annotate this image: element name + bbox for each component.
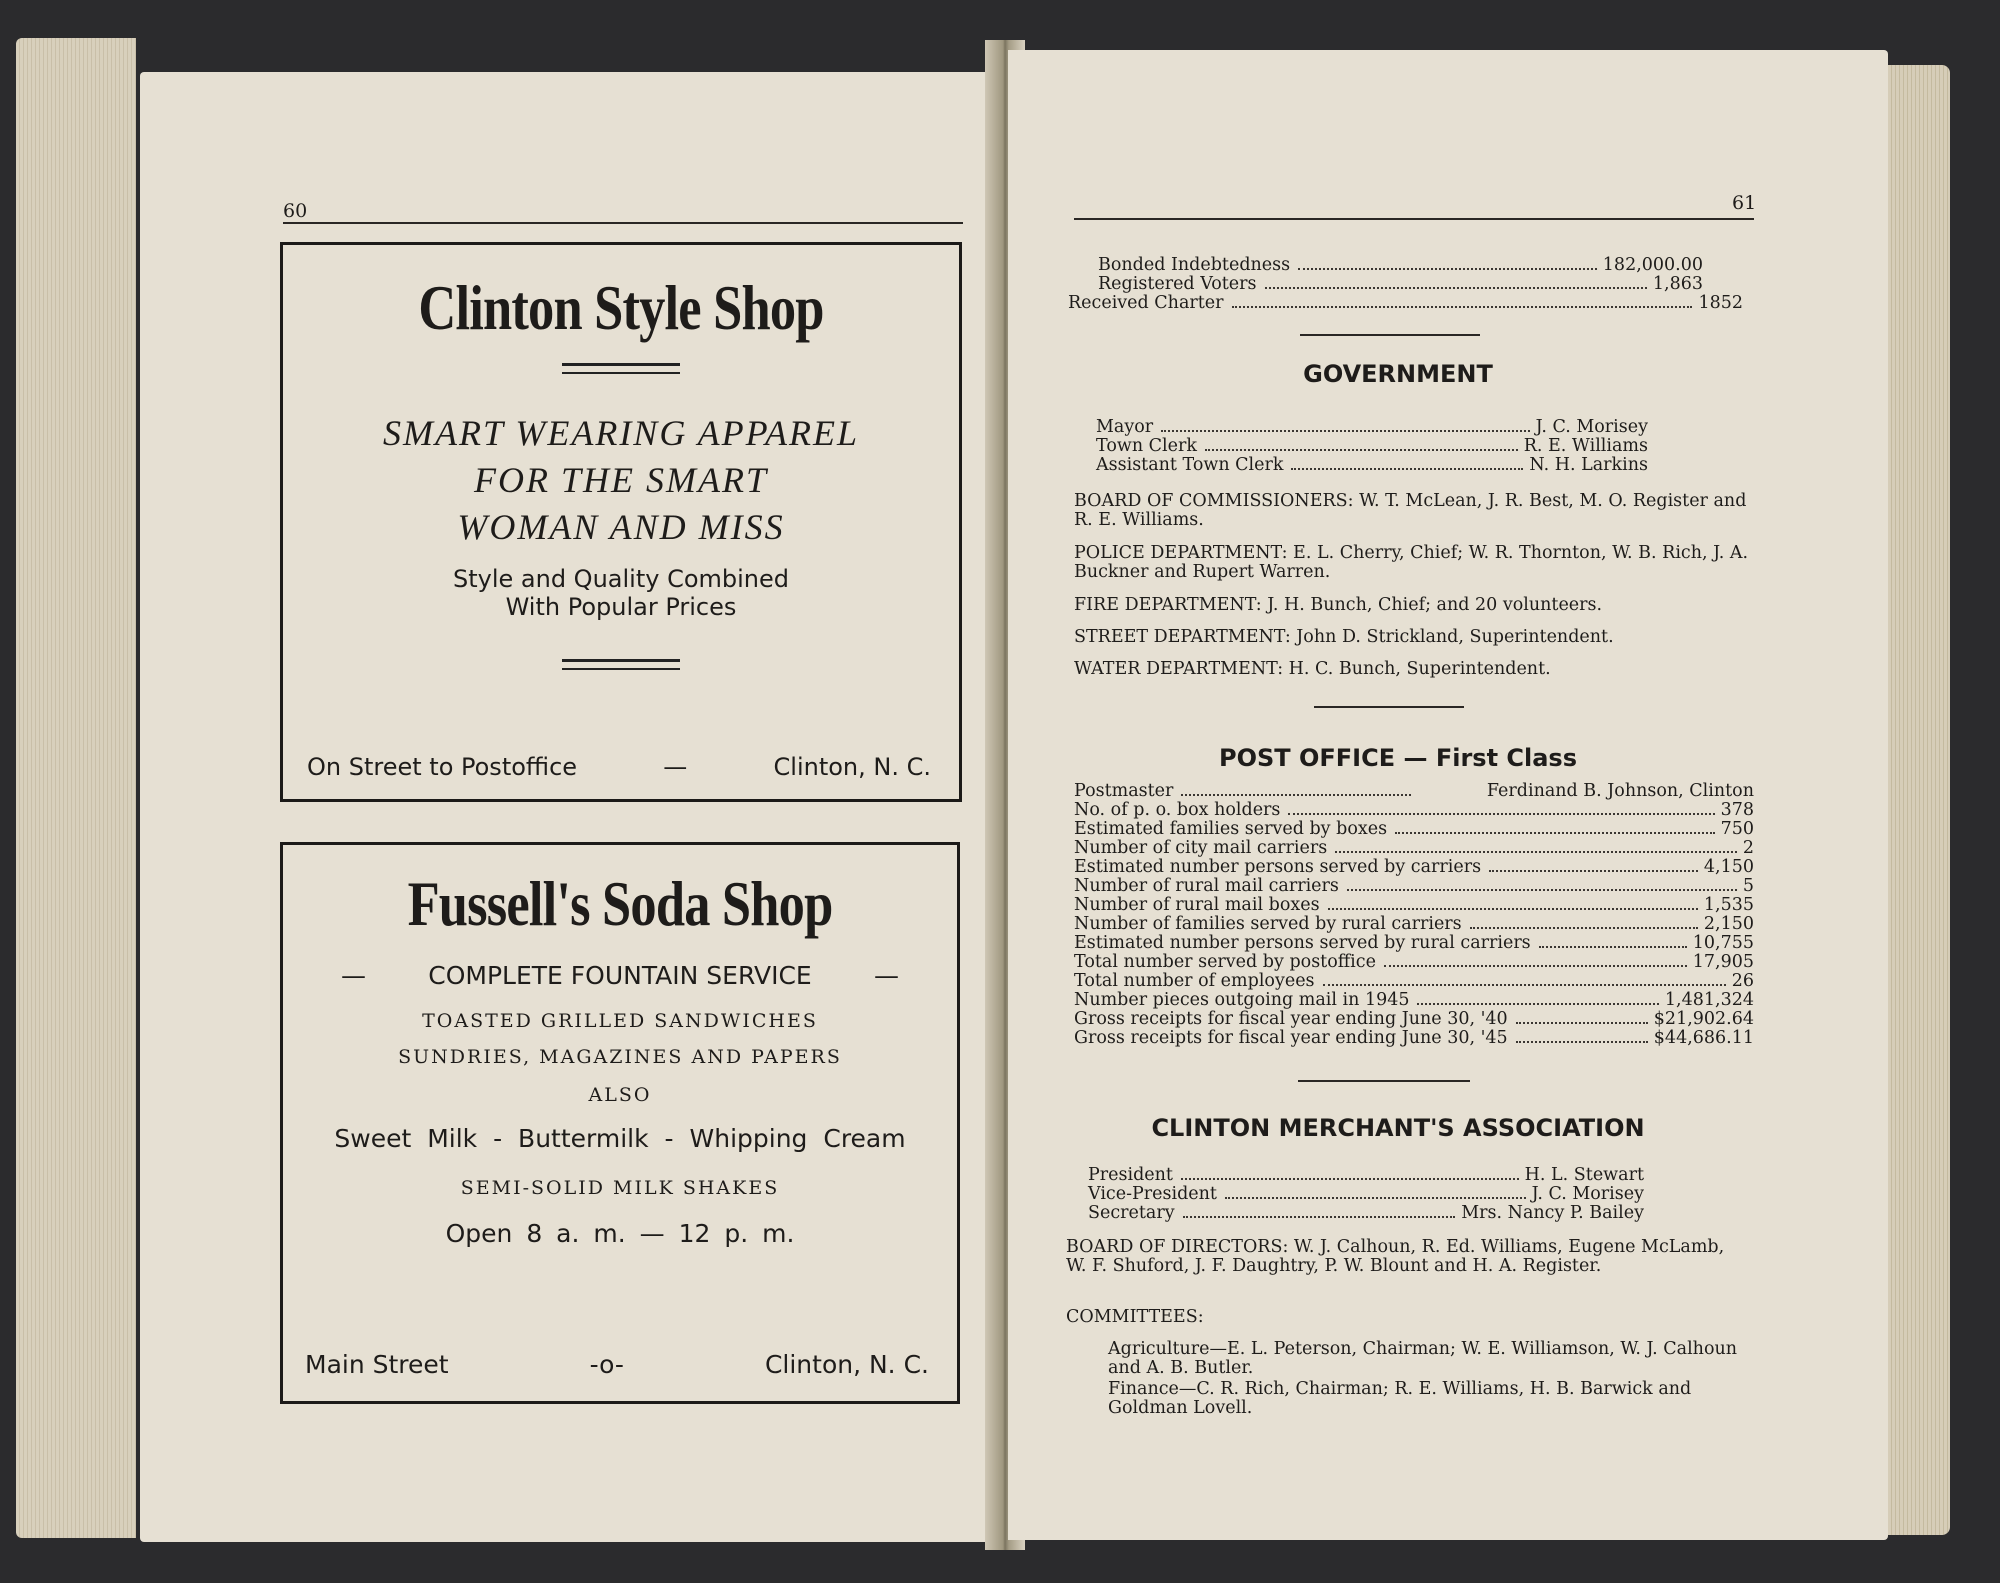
post-office-row-label: Estimated number persons served by carriers — [1074, 857, 1482, 877]
header-rule-right — [1074, 218, 1754, 220]
post-office-row-value: 26 — [1731, 971, 1754, 991]
left-page-edges — [16, 38, 136, 1538]
page-number-left: 60 — [283, 200, 308, 222]
post-office-row-value: 5 — [1742, 876, 1754, 896]
post-office-row-label: Number of rural mail carriers — [1074, 876, 1339, 896]
stat-row: Bonded Indebtedness 182,000.00 — [1098, 255, 1703, 275]
ad2-line-2: SUNDRIES, MAGAZINES AND PAPERS — [398, 1046, 842, 1068]
ad1-subline-2: With Popular Prices — [505, 593, 737, 621]
ad1-tagline-3: WOMAN AND MISS — [457, 507, 785, 547]
merchants-officers — [1088, 1166, 1644, 1223]
section-rule — [1300, 334, 1480, 336]
officer-row: Assistant Town Clerk N. H. Larkins — [1096, 455, 1648, 475]
officer-row: Vice-President J. C. Morisey — [1088, 1184, 1644, 1204]
ad1-tagline-1: SMART WEARING APPAREL — [383, 413, 859, 453]
post-office-row-value: 750 — [1720, 819, 1754, 839]
officer-row: Town Clerk R. E. Williams — [1096, 436, 1648, 456]
ad1-divider-2 — [562, 659, 680, 670]
left-page — [140, 72, 1000, 1542]
ad2-line-4: Sweet Milk - Buttermilk - Whipping Cream — [334, 1124, 906, 1153]
post-office-row — [1074, 934, 1754, 953]
committees-label: COMMITTEES: — [1066, 1307, 1204, 1327]
post-office-heading: POST OFFICE — First Class — [1218, 744, 1578, 772]
post-office-row-value: 17,905 — [1692, 952, 1754, 972]
post-office-row-value: $21,902.64 — [1653, 1009, 1754, 1029]
fire-department: FIRE DEPARTMENT: J. H. Bunch, Chief; and 20 volunteers. — [1074, 595, 1603, 615]
post-office-row-label: Estimated number persons served by rural carriers — [1074, 933, 1531, 953]
post-office-row-value: 2 — [1742, 838, 1754, 858]
post-office-row-label: Number of rural mail boxes — [1074, 895, 1320, 915]
right-page-edges — [1880, 65, 1950, 1535]
ad1-subline-1: Style and Quality Combined — [452, 565, 789, 593]
committee-agriculture: Agriculture—E. L. Peterson, Chairman; W. E. Williamson, W. J. Calhoun and A. B. Butler. — [1108, 1339, 1738, 1378]
page-number-right: 61 — [1732, 192, 1757, 214]
post-office-row — [1074, 877, 1754, 896]
ad2-service-line — [283, 961, 957, 990]
stat-row: Registered Voters 1,863 — [1098, 274, 1703, 294]
post-office-row — [1074, 1029, 1754, 1048]
ad2-dash-right: — — [874, 961, 899, 990]
ad1-title: Clinton Style Shop — [418, 272, 824, 343]
town-stats — [1068, 256, 1743, 313]
merchants-heading: CLINTON MERCHANT'S ASSOCIATION — [1151, 1114, 1645, 1142]
ad2-line-3: ALSO — [588, 1084, 652, 1106]
section-rule — [1298, 1080, 1470, 1082]
ad1-footer-mid: — — [663, 753, 688, 781]
ad2-title: Fussell's Soda Shop — [407, 868, 833, 939]
officer-row: Mayor J. C. Morisey — [1096, 417, 1648, 437]
post-office-row-label: Number pieces outgoing mail in 1945 — [1074, 990, 1410, 1010]
post-office-row-value: 378 — [1720, 800, 1754, 820]
post-office-row-label: Total number of employees — [1074, 971, 1315, 991]
right-page — [1008, 50, 1888, 1540]
ad-fussells-soda-shop — [280, 842, 960, 1404]
post-office-row-value: 10,755 — [1692, 933, 1754, 953]
board-of-directors: BOARD OF DIRECTORS: W. J. Calhoun, R. Ed. Williams, Eugene McLamb, W. F. Shuford, J. F. Daughtry, P. W. Blount and H. A. Register. — [1066, 1237, 1725, 1276]
post-office-row — [1074, 839, 1754, 858]
ad2-footer-right: Clinton, N. C. — [764, 1350, 929, 1379]
ad1-footer — [307, 753, 931, 781]
post-office-row — [1074, 953, 1754, 972]
ad2-line-1: TOASTED GRILLED SANDWICHES — [422, 1010, 818, 1032]
officer-row: President H. L. Stewart — [1088, 1165, 1644, 1185]
post-office-row — [1074, 991, 1754, 1010]
post-office-row — [1074, 801, 1754, 820]
street-department: STREET DEPARTMENT: John D. Strickland, Superintendent. — [1074, 627, 1614, 647]
ad1-tagline-2: FOR THE SMART — [474, 460, 768, 500]
post-office-row — [1074, 915, 1754, 934]
ad1-footer-left: On Street to Postoffice — [307, 753, 578, 781]
post-office-row-label: Total number served by postoffice — [1074, 952, 1376, 972]
post-office-row-value: 1,535 — [1703, 895, 1754, 915]
board-of-commissioners: BOARD OF COMMISSIONERS: W. T. McLean, J. R. Best, M. O. Register and R. E. Williams. — [1074, 491, 1747, 530]
post-office-row — [1074, 820, 1754, 839]
committee-finance: Finance—C. R. Rich, Chairman; R. E. Williams, H. B. Barwick and Goldman Lovell. — [1108, 1379, 1692, 1418]
ad2-line-5: SEMI-SOLID MILK SHAKES — [460, 1177, 780, 1199]
post-office-row — [1074, 858, 1754, 877]
stat-row: Received Charter 1852 — [1068, 293, 1743, 313]
post-office-row — [1074, 972, 1754, 991]
government-heading: GOVERNMENT — [1303, 360, 1493, 388]
post-office-row-label: Gross receipts for fiscal year ending June 30, '45 — [1074, 1028, 1508, 1048]
ad2-footer-mid: -o- — [589, 1350, 624, 1379]
ad2-hours: Open 8 a. m. — 12 p. m. — [445, 1219, 795, 1248]
ad2-dash-left: — — [341, 961, 366, 990]
postmaster-row: Postmaster Ferdinand B. Johnson, Clinton — [1074, 781, 1754, 801]
post-office-row-value: 1,481,324 — [1664, 990, 1754, 1010]
police-department: POLICE DEPARTMENT: E. L. Cherry, Chief; W. R. Thornton, W. B. Rich, J. A. Buckner and Rupert Warren. — [1074, 543, 1749, 582]
ad2-service: COMPLETE FOUNTAIN SERVICE — [428, 961, 812, 990]
ad2-footer — [305, 1350, 929, 1379]
post-office-row-value: $44,686.11 — [1653, 1028, 1754, 1048]
post-office-row-label: Number of families served by rural carriers — [1074, 914, 1462, 934]
section-rule — [1314, 706, 1464, 708]
header-rule-left — [283, 222, 963, 224]
post-office-row-label: Estimated families served by boxes — [1074, 819, 1388, 839]
post-office-row — [1074, 1010, 1754, 1029]
ad2-footer-left: Main Street — [305, 1350, 449, 1379]
post-office-row-label: Gross receipts for fiscal year ending June 30, '40 — [1074, 1009, 1508, 1029]
ad1-divider — [562, 363, 680, 374]
post-office-table — [1074, 782, 1754, 1048]
government-officers — [1096, 418, 1648, 475]
ad-clinton-style-shop — [280, 242, 962, 802]
post-office-row-label: No. of p. o. box holders — [1074, 800, 1281, 820]
ad1-footer-right: Clinton, N. C. — [773, 753, 931, 781]
post-office-row-value: 4,150 — [1703, 857, 1754, 877]
post-office-row-label: Number of city mail carriers — [1074, 838, 1328, 858]
post-office-row — [1074, 896, 1754, 915]
post-office-row-value: 2,150 — [1703, 914, 1754, 934]
water-department: WATER DEPARTMENT: H. C. Bunch, Superintendent. — [1074, 659, 1551, 679]
officer-row: Secretary Mrs. Nancy P. Bailey — [1088, 1203, 1644, 1223]
